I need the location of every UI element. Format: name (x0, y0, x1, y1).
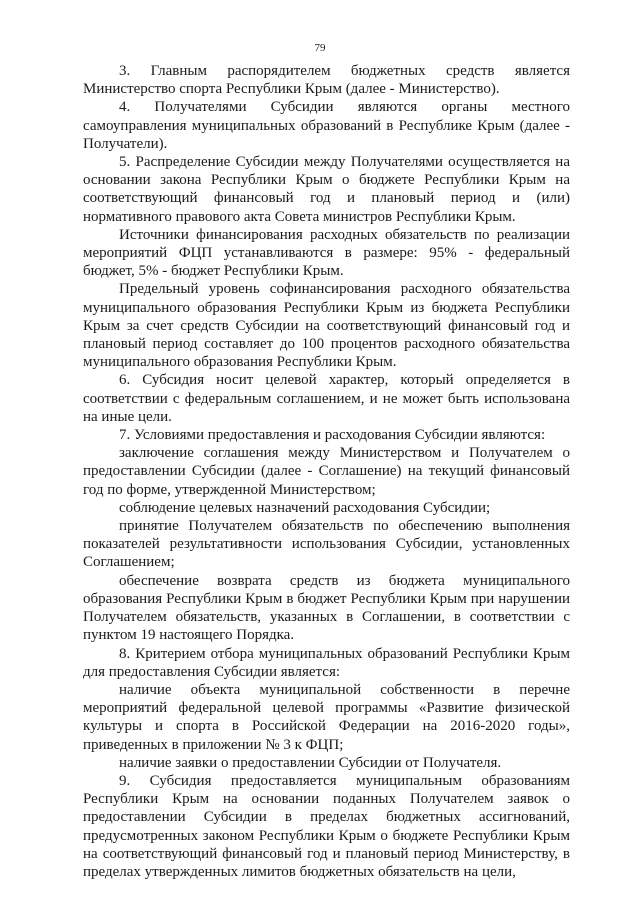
paragraph-item-7: 7. Условиями предоставления и расходования Субсидии являются: (119, 427, 546, 444)
page-number: 79 (314, 42, 326, 54)
paragraph-criterion-application: наличие заявки о предоставлении Субсидии от Получателя. (119, 754, 502, 771)
paragraph-item-9: 9. Субсидия предоставляется муниципальным образованиям Республики Крым на основании поданных Получателем заявок о предоставлении Субсидии в пределах бюджетных ассигнований, предусмотренных законом Республики Крым о бюджете Республики Крым на соответствующий финансовый год и плановый период Министерству, в пределах утвержденных лимитов бюджетных обязательств на цели, (83, 772, 570, 880)
paragraph-item-8: 8. Критерием отбора муниципальных образований Республики Крым для предоставления Субсидии является: (83, 645, 570, 680)
document-body (83, 62, 570, 881)
paragraph-item-5: 5. Распределение Субсидии между Получателями осуществляется на основании закона Республики Крым о бюджете Республики Крым на соответствующий финансовый год и плановый период и (или) нормативного правового акта Совета министров Республики Крым. (83, 154, 570, 225)
paragraph-item-3: 3. Главным распорядителем бюджетных средств является Министерство спорта Республики Крым (далее - Министерство). (83, 63, 570, 98)
paragraph-item-4: 4. Получателями Субсидии являются органы местного самоуправления муниципальных образований в Республике Крым (далее - Получатели). (83, 99, 570, 152)
paragraph-condition-indicators: принятие Получателем обязательств по обеспечению выполнения показателей результативности использования Субсидии, установленных Соглашением; (83, 518, 570, 571)
paragraph-condition-refund: обеспечение возврата средств из бюджета муниципального образования Республики Крым в бюджет Республики Крым при нарушении Получателем обязательств, указанных в Соглашении, в соответствии с пунктом 19 настоящего Порядка. (83, 572, 570, 644)
paragraph-item-6: 6. Субсидия носит целевой характер, который определяется в соответствии с федеральным соглашением, и не может быть использована на иные цели. (83, 372, 570, 425)
paragraph-cofinancing-level: Предельный уровень софинансирования расходного обязательства муниципального образования Республики Крым из бюджета Республики Крым за счет средств Субсидии на соответствующий финансовый год и плановый период составляет до 100 процентов расходного обязательства муниципального образования Республики Крым. (83, 281, 570, 371)
paragraph-condition-agreement: заключение соглашения между Министерством и Получателем о предоставлении Субсидии (далее - Соглашение) на текущий финансовый год по форме, утвержденной Министерством; (83, 445, 570, 498)
paragraph-funding-sources: Источники финансирования расходных обязательств по реализации мероприятий ФЦП устанавливаются в размере: 95% - федеральный бюджет, 5% - бюджет Республики Крым. (83, 226, 570, 280)
paragraph-criterion-object: наличие объекта муниципальной собственности в перечне мероприятий федеральной целевой программы «Развитие физической культуры и спорта в Российской Федерации на 2016-2020 годы», приведенных в приложении № 3 к ФЦП; (83, 681, 570, 753)
paragraph-condition-target-use: соблюдение целевых назначений расходования Субсидии; (119, 499, 491, 516)
